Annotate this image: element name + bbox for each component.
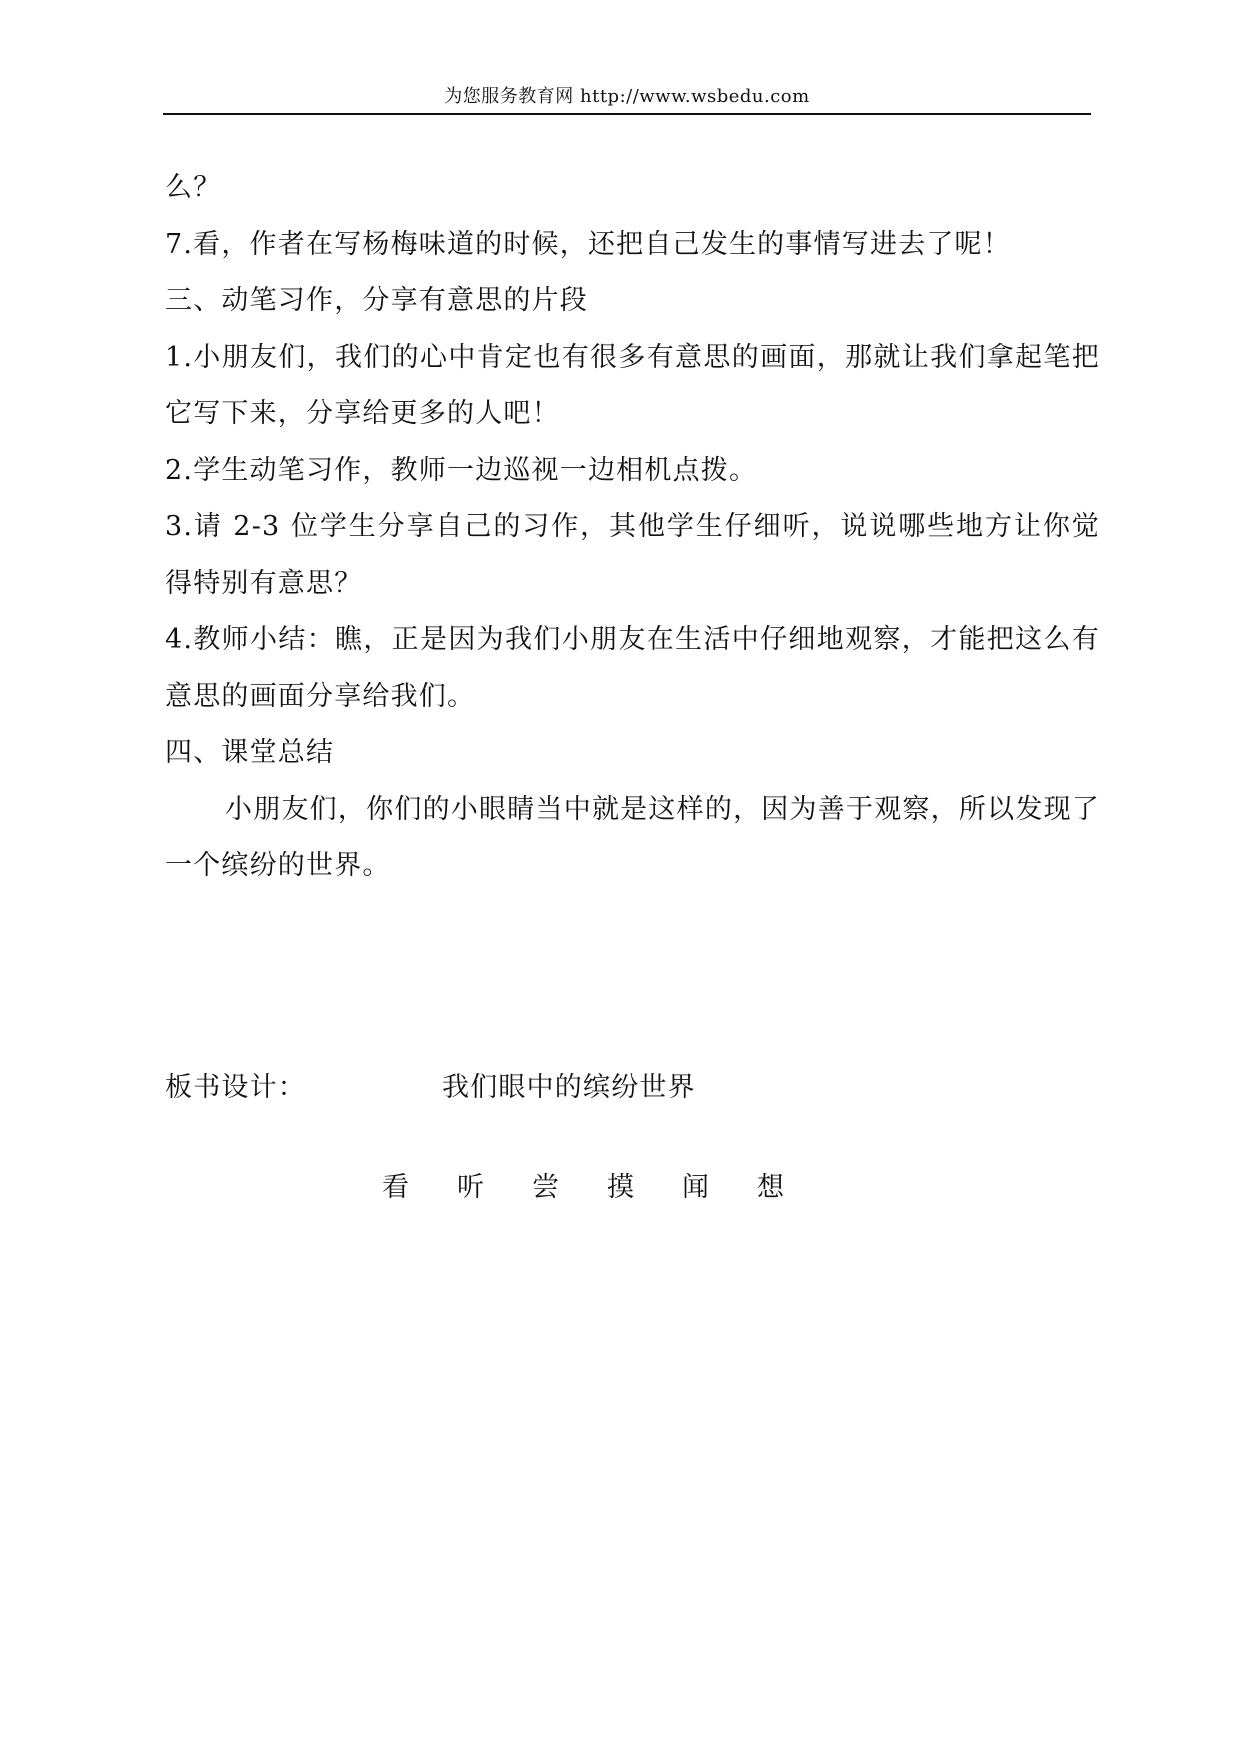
board-design-label: 板书设计： <box>165 1072 306 1103</box>
header-divider <box>163 113 1091 115</box>
paragraph: 3.请 2-3 位学生分享自己的习作，其他学生仔细听，说说哪些地方让你觉得特别有意思？ <box>165 511 1100 599</box>
board-word: 闻 <box>682 1172 709 1203</box>
board-design-title: 我们眼中的缤纷世界 <box>442 1072 696 1103</box>
paragraph: 1.小朋友们，我们的心中肯定也有很多有意思的画面，那就让我们拿起笔把它写下来，分享给更多的人吧！ <box>165 341 1100 429</box>
paragraph: 么？ <box>165 172 222 203</box>
section-heading: 三、动笔习作，分享有意思的片段 <box>165 285 588 316</box>
board-design-words <box>382 1168 832 1208</box>
board-word: 摸 <box>607 1172 634 1203</box>
section-heading: 四、课堂总结 <box>165 737 335 768</box>
board-word: 想 <box>757 1172 784 1203</box>
paragraph: 2.学生动笔习作，教师一边巡视一边相机点拨。 <box>165 454 758 486</box>
page-header: 为您服务教育网 http://www.wsbedu.com <box>444 86 810 107</box>
board-word: 尝 <box>532 1172 559 1203</box>
document-body <box>165 160 1100 895</box>
paragraph: 7.看，作者在写杨梅味道的时候，还把自己发生的事情写进去了呢！ <box>165 228 1011 260</box>
board-word: 看 <box>382 1172 409 1203</box>
paragraph: 4.教师小结：瞧，正是因为我们小朋友在生活中仔细地观察，才能把这么有意思的画面分享给我们。 <box>165 624 1100 712</box>
paragraph: 小朋友们，你们的小眼睛当中就是这样的，因为善于观察，所以发现了一个缤纷的世界。 <box>165 793 1100 881</box>
board-word: 听 <box>457 1172 484 1203</box>
